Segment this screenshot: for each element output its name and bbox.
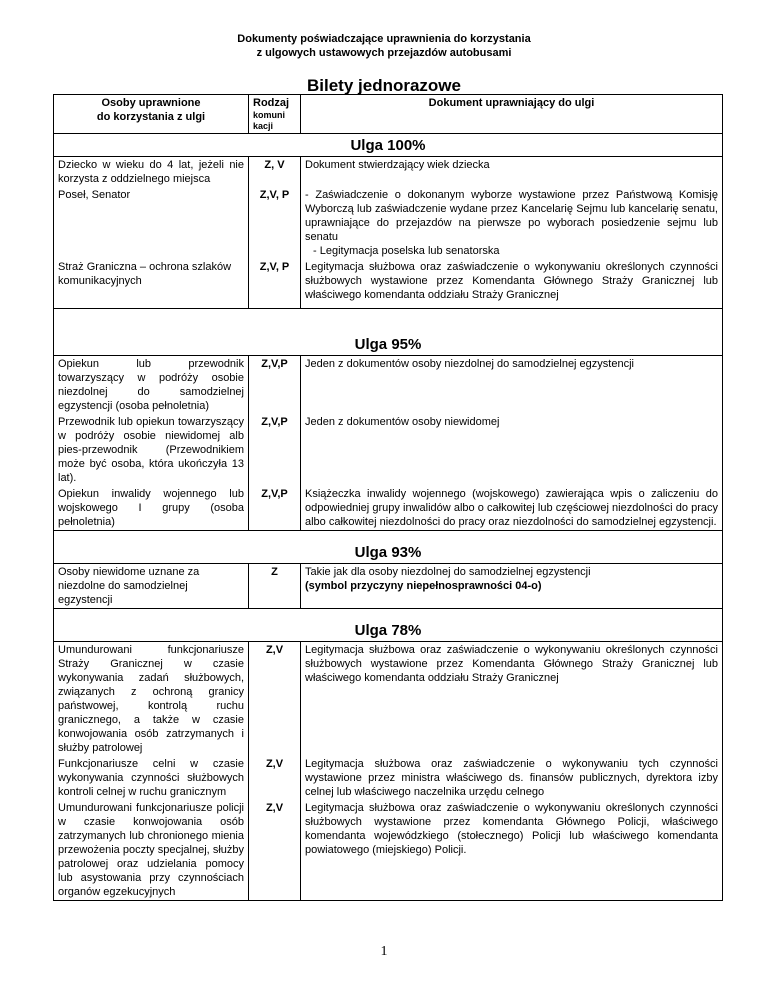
- page-title: Bilety jednorazowe: [307, 76, 461, 95]
- persons-cell: Opiekun inwalidy wojennego lub wojskowego I grupy (osoba pełnoletnia): [54, 486, 249, 531]
- table-row: [54, 486, 723, 531]
- section-row-78: [54, 609, 723, 642]
- header-persons: [54, 95, 249, 134]
- section-title: Ulga 78%: [54, 609, 723, 642]
- table-header-row: [54, 95, 723, 134]
- persons-cell: Funkcjonariusze celni w czasie wykonywania czynności służbowych kontroli celnej w ruchu granicznym: [54, 756, 249, 800]
- document-text-2: - Legitymacja poselska lub senatorska: [313, 245, 500, 257]
- persons-cell: Umundurowani funkcjonariusze policji w czasie konwojowania osób zatrzymanych lub chronionego mienia przewożenia poczty specjalnej, służby patrolowej oraz udzielania pomocy lub asystowania przy czynnościach organów egzekucyjnych: [54, 800, 249, 901]
- document-cell: Dokument stwierdzający wiek dziecka: [301, 157, 723, 188]
- document-cell: Jeden z dokumentów osoby niewidomej: [301, 414, 723, 486]
- section-row-100: [54, 134, 723, 157]
- type-cell: Z,V, P: [249, 187, 301, 259]
- persons-cell: Przewodnik lub opiekun towarzyszący w podróży osobie niewidomej alb pies-przewodnik (Przewodnikiem może być osoba, która ukończyła 13 lat).: [54, 414, 249, 486]
- section-title: Ulga 93%: [54, 531, 723, 564]
- document-title-line-2: z ulgowych ustawowych przejazdów autobusami: [256, 47, 512, 59]
- section-row-95: [54, 309, 723, 356]
- table-row: [54, 642, 723, 757]
- table-row: [54, 564, 723, 609]
- type-cell: Z: [249, 564, 301, 609]
- table-row: [54, 414, 723, 486]
- persons-cell: Osoby niewidome uznane za niezdolne do samodzielnej egzystencji: [54, 564, 249, 609]
- document-cell: Legitymacja służbowa oraz zaświadczenie o wykonywaniu tych czynności wystawione przez ministra właściwego ds. finansów publicznych, dyrektora izby celnej lub właściwego naczelnika urzędu celnego: [301, 756, 723, 800]
- type-cell: Z, V: [249, 157, 301, 188]
- header-transport-type: [249, 95, 301, 134]
- table-row: [54, 157, 723, 188]
- table-row: [54, 756, 723, 800]
- document-text: Takie jak dla osoby niezdolnej do samodzielnej egzystencji: [305, 566, 591, 578]
- type-cell: Z,V, P: [249, 259, 301, 309]
- section-title: Ulga 95%: [54, 309, 723, 356]
- section-title: Ulga 100%: [54, 134, 723, 157]
- document-text-2: (symbol przyczyny niepełnosprawności 04-o): [305, 580, 542, 592]
- document-cell: [301, 564, 723, 609]
- document-cell: Legitymacja służbowa oraz zaświadczenie o wykonywaniu określonych czynności służbowych wystawione przez Komendanta Głównego Straży Granicznej lub właściwego komendanta oddziału Straży Granicznej: [301, 259, 723, 309]
- page-number: 1: [380, 944, 388, 959]
- table-row: [54, 800, 723, 901]
- persons-cell: Poseł, Senator: [54, 187, 249, 259]
- type-cell: Z,V,P: [249, 356, 301, 415]
- header-type-line3: kacji: [253, 121, 274, 131]
- table-row: [54, 187, 723, 259]
- eligibility-table: [53, 94, 723, 901]
- document-text: - Zaświadczenie o dokonanym wyborze wystawione przez Państwową Komisję Wyborczą lub zaświadczenie wydane przez Kancelarię Sejmu lub kancelarię senatu, uprawniające do przejazdów na pierwsze po wyborach posiedzenie sejmu lub senatu: [305, 189, 718, 243]
- type-cell: Z,V: [249, 756, 301, 800]
- persons-cell: Straż Graniczna – ochrona szlaków komunikacyjnych: [54, 259, 249, 309]
- persons-cell: Umundurowani funkcjonariusze Straży Granicznej w czasie wykonywania zadań służbowych, związanych z ochroną granicy państwowej, kontrolą ruchu granicznego, a także w czasie konwojowania osób zatrzymanych i służby patrolowej: [54, 642, 249, 757]
- header-type-line1: Rodzaj: [253, 97, 290, 109]
- type-cell: Z,V,P: [249, 486, 301, 531]
- type-cell: Z,V,P: [249, 414, 301, 486]
- header-type-line2: komuni: [253, 110, 286, 120]
- document-cell: Jeden z dokumentów osoby niezdolnej do samodzielnej egzystencji: [301, 356, 723, 415]
- type-cell: Z,V: [249, 642, 301, 757]
- document-cell: [301, 187, 723, 259]
- type-cell: Z,V: [249, 800, 301, 901]
- document-cell: Legitymacja służbowa oraz zaświadczenie o wykonywaniu określonych czynności służbowych wystawione przez Komendanta Głównego Straży Granicznej lub właściwego komendanta oddziału Straży Granicznej: [301, 642, 723, 757]
- section-row-93: [54, 531, 723, 564]
- document-cell: Książeczka inwalidy wojennego (wojskowego) zawierająca wpis o zaliczeniu do odpowiedniej grupy inwalidów albo o całkowitej lub częściowej niezdolności do pracy albo całkowitej niezdolności do pracy oraz niezdolności do samodzielnej egzystencji.: [301, 486, 723, 531]
- persons-cell: Dziecko w wieku do 4 lat, jeżeli nie korzysta z oddzielnego miejsca: [54, 157, 249, 188]
- header-persons-line1: Osoby uprawnione: [101, 97, 201, 109]
- table-row: [54, 259, 723, 309]
- persons-cell: Opiekun lub przewodnik towarzyszący w podróży osobie niezdolnej do samodzielnej egzystencji (osoba pełnoletnia): [54, 356, 249, 415]
- table-row: [54, 356, 723, 415]
- header-document: Dokument uprawniający do ulgi: [301, 95, 723, 134]
- document-title-line-1: Dokumenty poświadczające uprawnienia do korzystania: [237, 33, 531, 45]
- header-persons-line2: do korzystania z ulgi: [96, 111, 206, 123]
- document-cell: Legitymacja służbowa oraz zaświadczenie o wykonywaniu określonych czynności służbowych wystawione przez komendanta Głównego Policji, właściwego komendanta wojewódzkiego (stołecznego) Policji lub właściwego komendanta powiatowego (miejskiego) Policji.: [301, 800, 723, 901]
